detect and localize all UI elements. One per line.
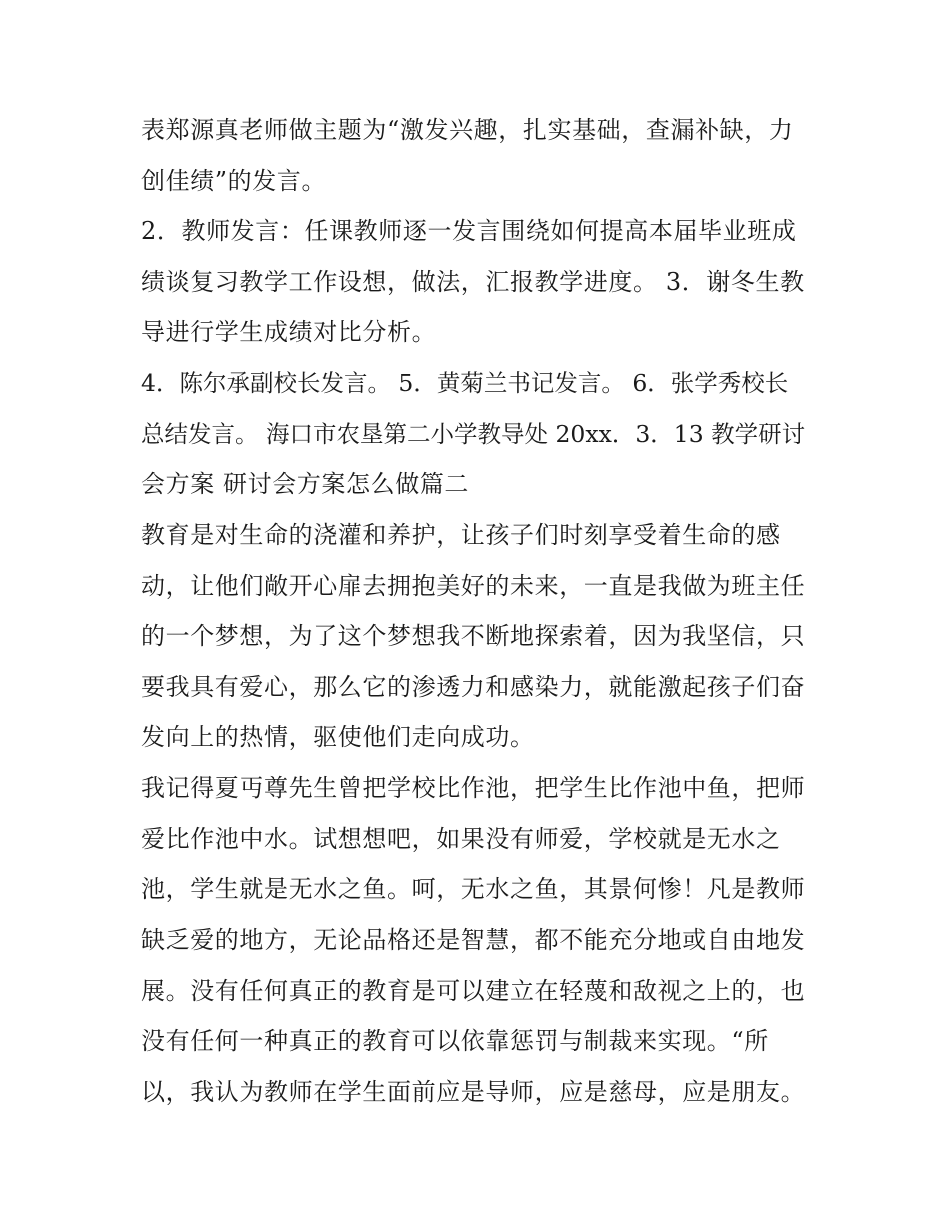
text-line: 我记得夏丏尊先生曾把学校比作池，把学生比作池中鱼，把师 — [141, 774, 806, 802]
text-line: 教育是对生命的浇灌和养护，让孩子们时刻享受着生命的感 — [141, 521, 781, 549]
text-line: 展。没有任何真正的教育是可以建立在轻蔑和敌视之上的，也 — [141, 977, 806, 1005]
text-line: 池，学生就是无水之鱼。呵，无水之鱼，其景何惨！凡是教师 — [141, 875, 806, 903]
text-line: 总结发言。 海口市农垦第二小学教导处 20xx．3．13 教学研讨 — [141, 420, 806, 448]
text-line: 发向上的热情，驱使他们走向成功。 — [141, 723, 535, 751]
text-line: 创佳绩”的发言。 — [141, 167, 327, 195]
text-line: 以，我认为教师在学生面前应是导师，应是慈母，应是朋友。 — [141, 1078, 806, 1106]
text-line: 表郑源真老师做主题为“激发兴趣，扎实基础，查漏补缺，力 — [141, 116, 794, 144]
text-line: 绩谈复习教学工作设想，做法，汇报教学进度。 3．谢冬生教 — [141, 268, 805, 296]
text-line: 的一个梦想，为了这个梦想我不断地探索着，因为我坚信，只 — [141, 622, 806, 650]
text-line: 4．陈尔承副校长发言。 5．黄菊兰书记发言。 6．张学秀校长 — [141, 369, 789, 397]
text-line: 导进行学生成绩对比分析。 — [141, 318, 437, 346]
text-line: 没有任何一种真正的教育可以依靠惩罚与制裁来实现。“所 — [141, 1027, 769, 1055]
text-line: 要我具有爱心，那么它的渗透力和感染力，就能激起孩子们奋 — [141, 673, 806, 701]
text-line: 会方案 研讨会方案怎么做篇二 — [141, 470, 470, 498]
text-line: 缺乏爱的地方，无论品格还是智慧，都不能充分地或自由地发 — [141, 926, 806, 954]
text-line: 2．教师发言：任课教师逐一发言围绕如何提高本届毕业班成 — [141, 217, 797, 245]
text-line: 爱比作池中水。试想想吧，如果没有师爱，学校就是无水之 — [141, 825, 781, 853]
text-line: 动，让他们敞开心扉去拥抱美好的未来，一直是我做为班主任 — [141, 572, 806, 600]
